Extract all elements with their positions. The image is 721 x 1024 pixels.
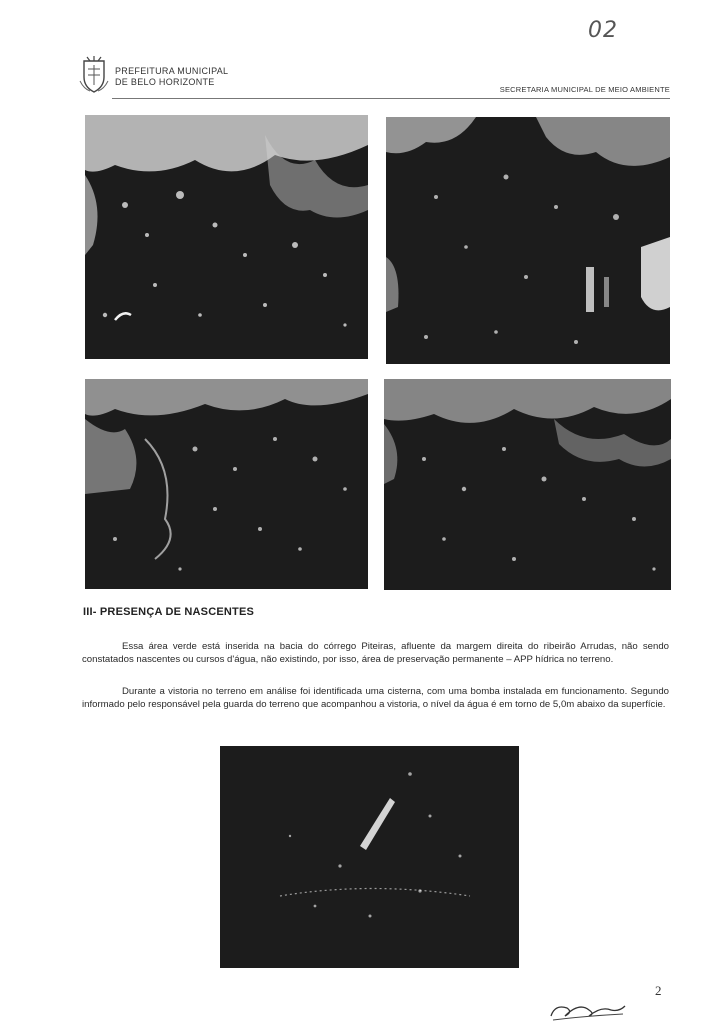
paragraph-2-text: Durante a vistoria no terreno em análise foi identificada uma cisterna, com uma bomba instalada em funcionamento. Segundo informado pelo responsável pela guarda do terreno que acompanhou a vistoria, o nível da água é em torno de 5,0m abaixo da superfície.	[82, 686, 669, 710]
site-photo-1	[85, 115, 368, 359]
paragraph-2	[82, 685, 669, 711]
organization-name	[115, 66, 228, 88]
site-photo-4	[384, 379, 671, 590]
coat-of-arms-icon	[78, 55, 110, 95]
handwritten-page-number: 02	[588, 18, 618, 43]
org-line-2: DE BELO HORIZONTE	[115, 77, 215, 87]
org-line-1: PREFEITURA MUNICIPAL	[115, 66, 229, 76]
page-number: 2	[655, 983, 662, 998]
paragraph-1	[82, 640, 669, 666]
paragraph-1-text: Essa área verde está inserida na bacia do córrego Piteiras, afluente da margem direita do ribeirão Arrudas, não sendo constatados nascentes ou cursos d'água, não existindo, por isso, área de preservação permanente – APP hídrica no terreno.	[82, 641, 669, 665]
cistern-photo	[220, 746, 519, 968]
department-name: SECRETARIA MUNICIPAL DE MEIO AMBIENTE	[499, 85, 670, 94]
site-photo-3	[85, 379, 368, 589]
header-divider	[112, 98, 670, 99]
handwritten-signature	[545, 996, 630, 1024]
site-photo-2	[386, 117, 670, 364]
section-title: III- PRESENÇA DE NASCENTES	[83, 606, 255, 618]
